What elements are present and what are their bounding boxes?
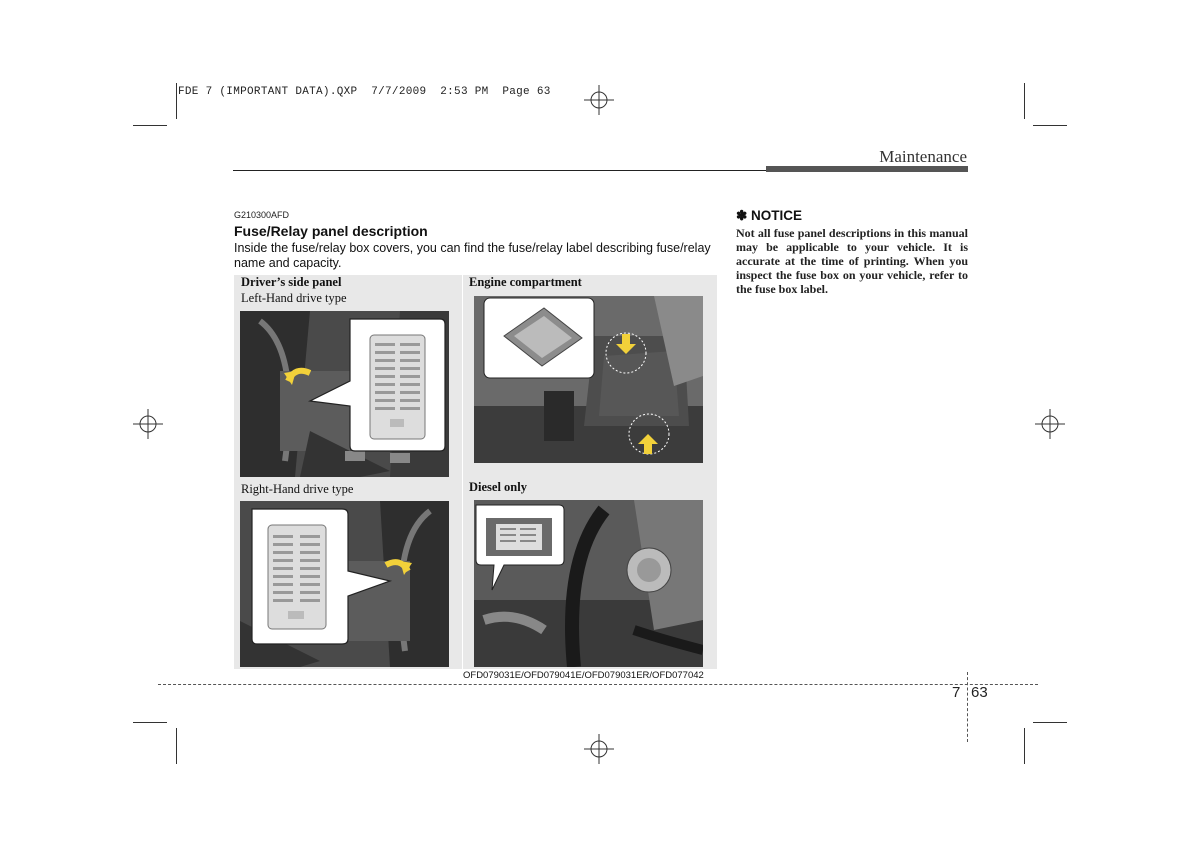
engine-compartment-label: Engine compartment (469, 275, 582, 289)
left-hand-drive-label: Left-Hand drive type (241, 291, 347, 305)
intro-paragraph: Inside the fuse/relay box covers, you can find the fuse/relay label describing fuse/relay name and capacity. (234, 241, 711, 270)
chapter-number: 7 (952, 684, 961, 701)
registration-mark-icon (1035, 409, 1065, 439)
crop-mark (133, 722, 167, 723)
section-title: Maintenance (879, 147, 967, 166)
crop-mark (133, 125, 167, 126)
left-hand-drive-photo (240, 311, 449, 477)
section-heading: Fuse/Relay panel description (234, 223, 428, 239)
print-slug: FDE 7 (IMPORTANT DATA).QXP 7/7/2009 2:53 PM Page 63 (178, 86, 551, 98)
registration-mark-icon (133, 409, 163, 439)
crop-mark (176, 83, 177, 119)
diesel-photo (474, 500, 703, 667)
engine-compartment-photo (474, 296, 703, 463)
right-hand-drive-label: Right-Hand drive type (241, 482, 354, 496)
registration-mark-icon (584, 734, 614, 764)
crop-mark (1024, 83, 1025, 119)
crop-mark (1033, 722, 1067, 723)
crop-mark (1033, 125, 1067, 126)
section-code: G210300AFD (234, 210, 290, 220)
drivers-side-panel-label: Driver’s side panel (241, 275, 342, 289)
notice-body: Not all fuse panel descriptions in this manual may be applicable to your vehicle. It is accurate at the time of printing. When you inspect the fuse box on your vehicle, refer to the fuse box label. (736, 226, 968, 296)
notice-title: ✽ NOTICE (736, 208, 803, 223)
header-bar (766, 166, 968, 172)
registration-mark-icon (584, 85, 614, 115)
page-number: 63 (971, 684, 988, 701)
crop-mark (176, 728, 177, 764)
crop-mark (1024, 728, 1025, 764)
right-hand-drive-photo (240, 501, 449, 667)
diesel-only-label: Diesel only (469, 480, 527, 494)
figure-divider (462, 275, 463, 669)
page-number-separator (967, 672, 968, 742)
figure-code: OFD079031E/OFD079041E/OFD079031ER/OFD077042 (463, 670, 704, 681)
footer-rule (158, 684, 1038, 685)
